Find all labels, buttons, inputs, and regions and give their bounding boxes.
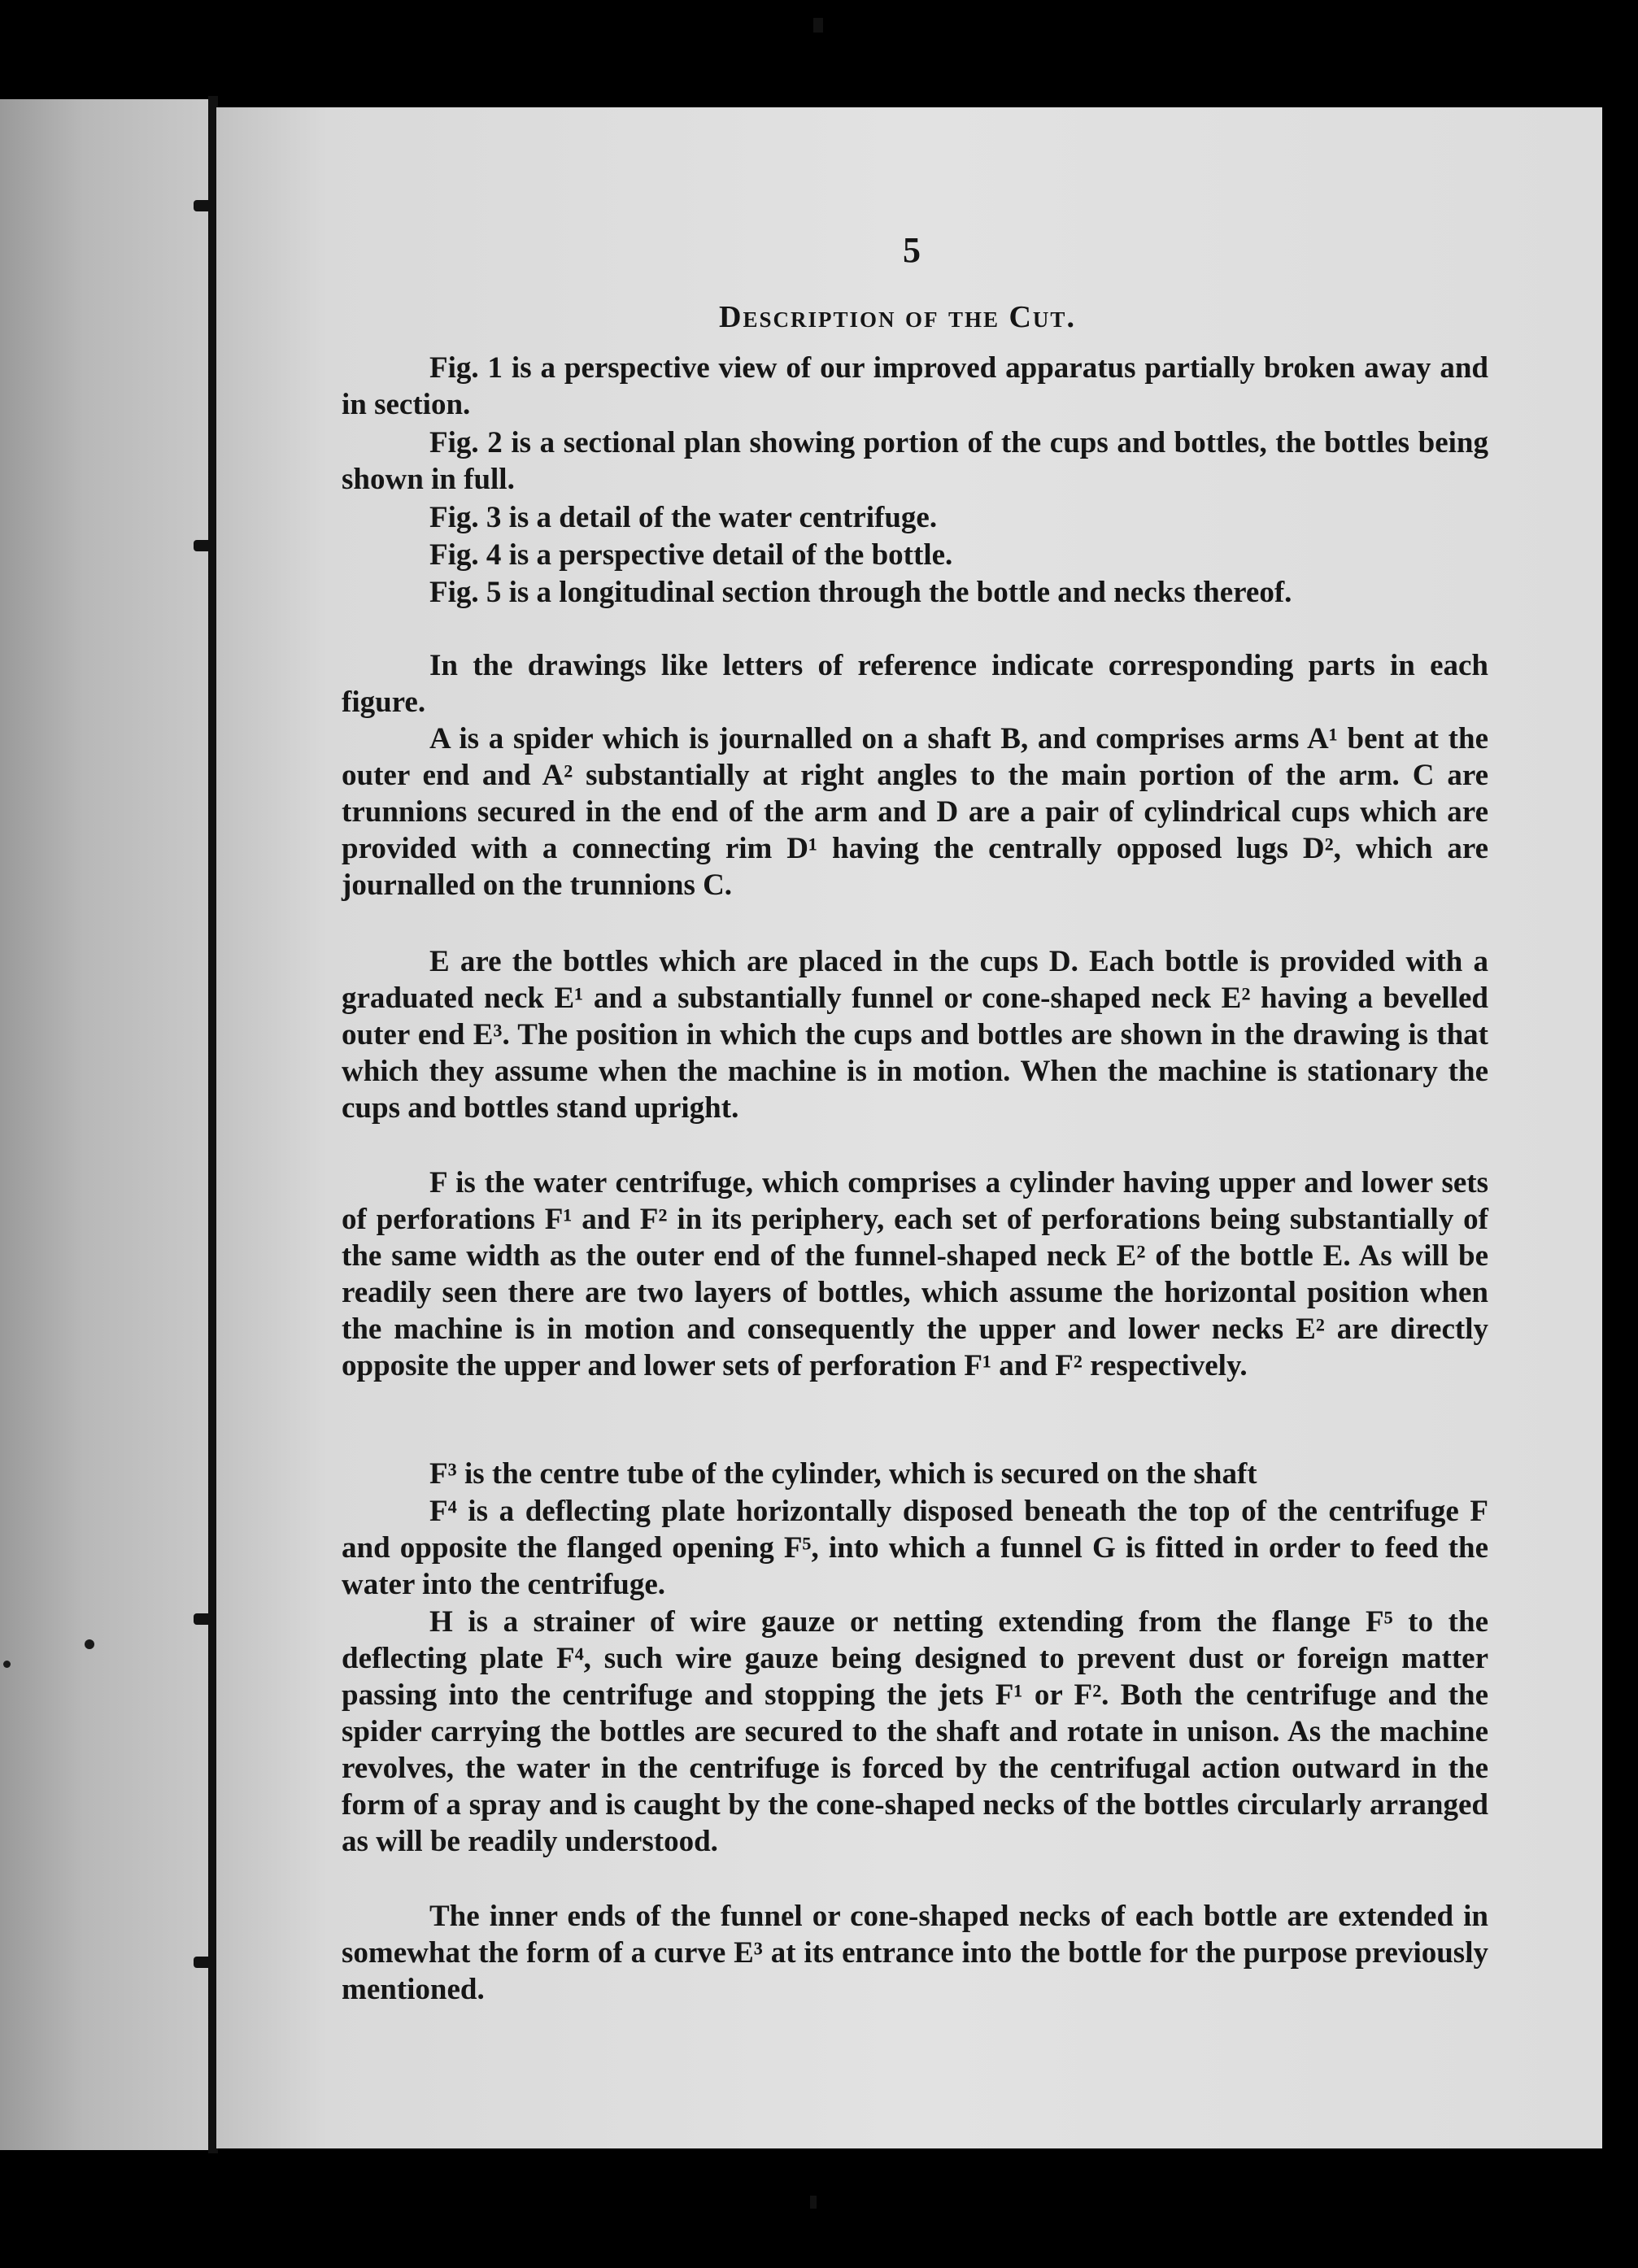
paragraph-fig-5: Fig. 5 is a longitudinal section through the bottle and necks thereof. <box>429 576 1292 609</box>
paragraph-fig-4: Fig. 4 is a perspective detail of the bottle. <box>429 538 953 572</box>
facing-page <box>0 99 210 2150</box>
paragraph-centre-tube: F³ is the centre tube of the cylinder, which is secured on the shaft <box>429 1457 1257 1491</box>
section-heading: Description of the Cut. <box>719 300 1076 334</box>
paragraph-strainer: H is a strainer of wire gauze or netting extending from the flange F⁵ to the deflecting plate F⁴, such wire gauze being designed to prevent dust or foreign matter passing into the centrifuge and stopping the jets F¹ or F². Both the centrifuge and the spider carrying the bottles are secured to the shaft and rotate in unison. As the machine revolves, the water in the centrifuge is forced by the centrifugal action outward in the form of a spray and is caught by the cone-shaped necks of the bottles circularly arranged as will be readily understood. <box>342 1605 1488 1858</box>
paragraph-spider: A is a spider which is journalled on a shaft B, and comprises arms A¹ bent at the outer end and A² substantially at right angles to the main portion of the arm. C are trunnions secured in the end of the arm and D are a pair of cylindrical cups which are provided with a connecting rim D¹ having the centrally opposed lugs D², which are journalled on the trunnions C. <box>342 722 1488 902</box>
paragraph-fig-2: Fig. 2 is a sectional plan showing portion of the cups and bottles, the bottles being shown in full. <box>342 426 1488 496</box>
facing-page-mark <box>3 1661 11 1668</box>
paragraph-inner-ends: The inner ends of the funnel or cone-shaped necks of each bottle are extended in somewhat the form of a curve E³ at its entrance into the bottle for the purpose previously mentioned. <box>342 1900 1488 2006</box>
paragraph-fig-3: Fig. 3 is a detail of the water centrifuge. <box>429 501 938 534</box>
paragraph-deflecting-plate: F⁴ is a deflecting plate horizontally disposed beneath the top of the centrifuge F and opposite the flanged opening F⁵, into which a funnel G is fitted in order to feed the water into the centrifuge. <box>342 1495 1488 1601</box>
paragraph-centrifuge: F is the water centrifuge, which comprises a cylinder having upper and lower sets of perforations F¹ and F² in its periphery, each set of perforations being substantially of the same width as the outer end of the funnel-shaped neck E² of the bottle E. As will be readily seen there are two layers of bottles, which assume the horizontal position when the machine is in motion and consequently the upper and lower necks E² are directly opposite the upper and lower sets of perforation F¹ and F² respectively. <box>342 1166 1488 1382</box>
paragraph-drawings: In the drawings like letters of reference indicate corresponding parts in each figure. <box>342 649 1488 719</box>
facing-page-mark <box>85 1639 94 1649</box>
paragraph-fig-1: Fig. 1 is a perspective view of our improved apparatus partially broken away and in section. <box>342 351 1488 421</box>
page-number: 5 <box>903 230 921 270</box>
scan-speck <box>813 18 823 33</box>
paragraph-bottles: E are the bottles which are placed in the cups D. Each bottle is provided with a graduated neck E¹ and a substantially funnel or cone-shaped neck E² having a bevelled outer end E³. The position in which the cups and bottles are shown in the drawing is that which they assume when the machine is in motion. When the machine is stationary the cups and bottles stand upright. <box>342 945 1488 1125</box>
scan-speck <box>810 2196 817 2209</box>
